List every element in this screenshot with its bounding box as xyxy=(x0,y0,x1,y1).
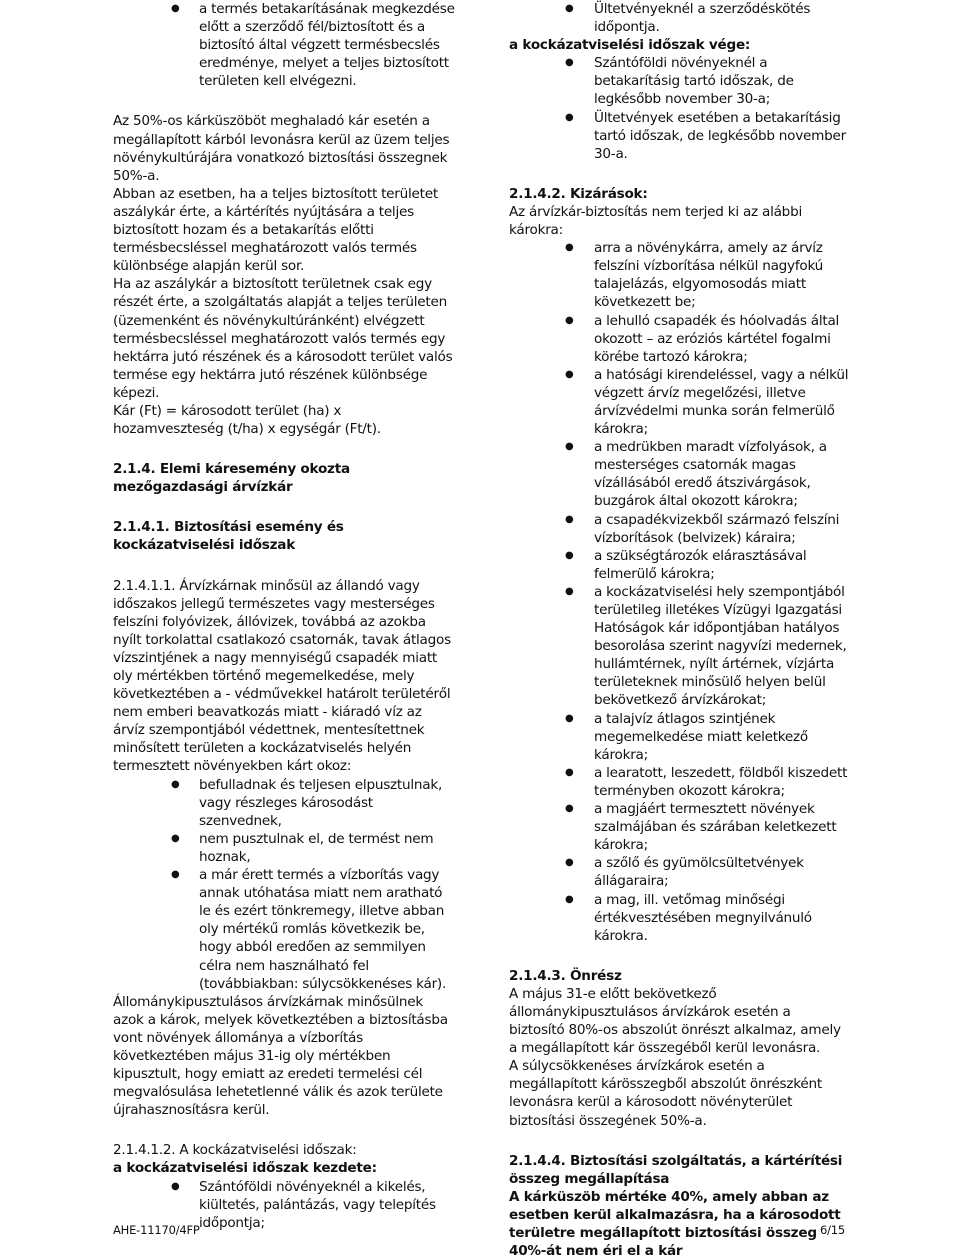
deductible-paragraph-1: A május 31-e előtt bekövetkező állománykipusztulásos árvízkárok esetén a biztosító 80%-os abszolút önrészt alkalmaz, amely a megállapított kár összegéből kerül levonásra. xyxy=(509,985,841,1057)
list-item: ● befulladnak és teljesen elpusztulnak, vagy részleges károsodást szenvednek, xyxy=(113,776,455,830)
list-item: ● a lehulló csapadék és hóolvadás által okozott – az eróziós kártétel fogalmi körébe tartozó károkra; xyxy=(509,312,849,366)
list-item: ● a medrükben maradt vízfolyások, a mesterséges csatornák magas vízállásából eredő átszivárgások, buzgárok által okozott károkra; xyxy=(509,438,849,510)
risk-period-end-list xyxy=(509,54,849,163)
list-item: ● a hatósági kirendeléssel, vagy a nélkül végzett árvíz megelőzési, illetve árvízvédelmi munka során felmerülő károkra; xyxy=(509,366,849,438)
damage-threshold-paragraph: A kárküszöb mértéke 40%, amely abban az esetben kerül alkalmazásra, ha a károsodott területre megállapított biztosítási összeg 40%-át nem éri el a kár xyxy=(509,1188,841,1260)
right-column xyxy=(509,0,849,1260)
list-item: ● arra a növénykárra, amely az árvíz felszíni vízborítása nélkül nagyfokú talajelázás, elgyomosodás miatt következett be; xyxy=(509,239,849,311)
list-item: ● a szükségtározók elárasztásával felmerülő károkra; xyxy=(509,547,849,583)
list-item: ● a kockázatviselési hely szempontjából területileg illetékes Vízügyi Igazgatási Hatóságok kár időpontjában hatályos besorolása szerint nagyvízi medernek, hullámtérnek, nyílt ártérnek, vízjárta területeknek minősülő helyen belül bekövetkező árvízkárokat; xyxy=(509,583,849,710)
risk-period-end-label: a kockázatviselési időszak vége: xyxy=(509,37,751,54)
damage-formula: Kár (Ft) = károsodott terület (ha) x hozamveszteség (t/ha) x egységár (Ft/t). xyxy=(113,402,381,438)
list-item: ● a magjáért termesztett növények szalmájában és szárában keletkezett károkra; xyxy=(509,800,849,854)
heading-2-1-4-3: 2.1.4.3. Önrész xyxy=(509,967,622,984)
list-item: ● a learatott, leszedett, földből kiszedett terményben okozott károkra; xyxy=(509,764,849,800)
paragraph-50-percent: Az 50%-os kárküszöböt meghaladó kár esetén a megállapított kárból levonásra kerül az üzem teljes növénykultúrájára vonatkozó biztosítási összegnek 50%-a. xyxy=(113,113,450,184)
footer-document-id: AHE-11170/4FP xyxy=(113,1223,200,1237)
heading-2-1-4: 2.1.4. Elemi káresemény okozta mezőgazdasági árvízkár xyxy=(113,461,350,496)
list-item: ● a talajvíz átlagos szintjének megemelkedése miatt keletkező károkra; xyxy=(509,710,849,764)
heading-2-1-4-1: 2.1.4.1. Biztosítási esemény és kockázatviselési időszak xyxy=(113,519,344,554)
risk-period-start-label: a kockázatviselési időszak kezdete: xyxy=(113,1160,377,1177)
left-top-bullet-list xyxy=(113,0,455,90)
left-column xyxy=(113,0,455,1232)
list-item: ● Szántóföldi növényeknél a betakarításig tartó időszak, de legkésőbb november 30-a; xyxy=(509,54,849,108)
paragraph-stand-loss: Állománykipusztulásos árvízkárnak minősülnek azok a károk, melyek következtében a biztosításba vont növények állománya a vízborítás következtében május 31-ig oly mértékben kipusztult, hogy emiatt az eredeti termelési cél megvalósulása lehetetlenné válik és azok területe újrahasznosításra kerül. xyxy=(113,993,448,1119)
list-item: ● a már érett termés a vízborítás vagy annak utóhatása miatt nem aratható le és ezért tönkremegy, illetve abban oly mértékű romlás következik be, hogy abból eredően az semmilyen célra nem használható fel (továbbiakban: súlycsökkenéses kár). xyxy=(113,866,455,993)
paragraph-full-drought: Abban az esetben, ha a teljes biztosított területet aszálykár érte, a kártérítés nyújtására a teljes biztosított hozam és a betakarítás előtti termésbecsléssel meghatározott valós termés különbsége alapján kerül sor. xyxy=(113,185,438,275)
heading-2-1-4-4: 2.1.4.4. Biztosítási szolgáltatás, a kártérítési összeg megállapítása xyxy=(509,1152,843,1187)
flood-damage-bullet-list xyxy=(113,776,455,993)
list-item xyxy=(113,0,455,90)
list-item: ● a mag, ill. vetőmag minőségi értékvesztésében megnyilvánuló károkra. xyxy=(509,891,849,945)
bullet-text: a termés betakarításának megkezdése előtt a szerződő fél/biztosított és a biztosító által végzett termésbecslés eredménye, melyet a teljes biztosított területen kell elvégezni. xyxy=(199,1,455,90)
exclusions-list xyxy=(509,239,849,945)
list-item: ● a csapadékvizekből származó felszíni vízborítások (belvizek) káraira; xyxy=(509,511,849,547)
paragraph-partial-drought: Ha az aszálykár a biztosított területnek csak egy részét érte, a szolgáltatás alapját a teljes területen (üzemenként és növénykultúránként) elvégzett termésbecsléssel meghatározott valós termés egy hektárra jutó részének és a károsodott terület valós termése egy hektárra jutó részének különbsége képezi. xyxy=(113,276,453,401)
list-item: ● Ültetvényeknél a szerződéskötés időpontja. xyxy=(509,0,849,36)
list-item: ● Szántóföldi növényeknél a kikelés, kiültetés, palántázás, vagy telepítés időpontja; xyxy=(113,1178,455,1232)
exclusions-intro: Az árvízkár-biztosítás nem terjed ki az alábbi károkra: xyxy=(509,203,802,239)
list-item: ● a szőlő és gyümölcsültetvények állágaraira; xyxy=(509,854,849,890)
deductible-paragraph-2: A súlycsökkenéses árvízkárok esetén a megállapított kárösszegből abszolút önrészként levonásra kerül a károsodott növényterület biztosítási összegének 50%-a. xyxy=(509,1058,822,1129)
heading-2-1-4-2: 2.1.4.2. Kizárások: xyxy=(509,185,648,202)
list-item: ● nem pusztulnak el, de termést nem hoznak, xyxy=(113,830,455,866)
list-item: ● Ültetvények esetében a betakarításig tartó időszak, de legkésőbb november 30-a. xyxy=(509,109,849,163)
right-top-bullet-list xyxy=(509,0,849,36)
paragraph-2-1-4-1-1: 2.1.4.1.1. Árvízkárnak minősül az állandó vagy időszakos jellegű természetes vagy mesterséges felszíni folyóvizek, állóvizek, továbbá az azokba nyílt torkolattal csatlakozó csatornák, tavak átlagos vízszintjének a nagy mennyiségű csapadék miatt oly mértékben történő megemelkedése, mely következtében a - védművekkel határolt területéről nem emberi beavatkozás miatt - kiáradó víz az árvíz szempontjából védettnek, mentesítettnek minősített területen a kockázatviselés helyén termesztett növényekben kárt okoz: xyxy=(113,577,451,775)
footer-page-number: 6/15 xyxy=(820,1223,846,1237)
paragraph-2-1-4-1-2: 2.1.4.1.2. A kockázatviselési időszak: xyxy=(113,1142,357,1159)
